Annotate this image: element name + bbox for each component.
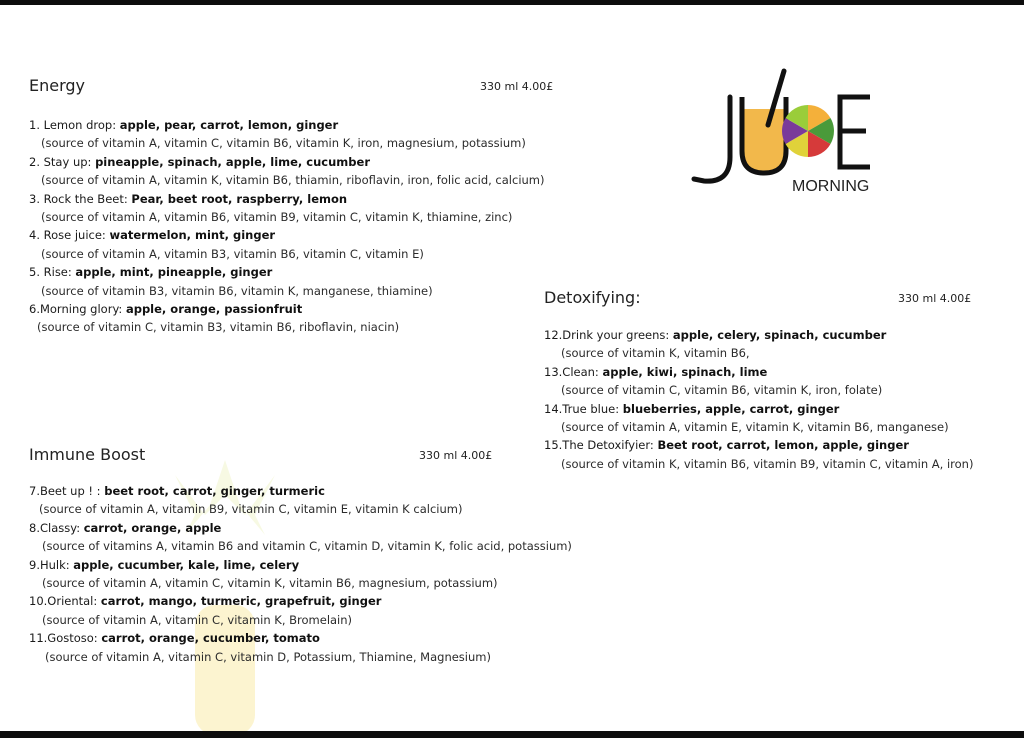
juice-ingredients: carrot, orange, cucumber, tomato (101, 631, 320, 646)
juice-name: 7.Beet up ! : (29, 484, 105, 498)
juice-ingredients: Pear, beet root, raspberry, lemon (131, 191, 348, 206)
list-item (29, 482, 572, 500)
section-title-immune: Immune Boost (29, 445, 146, 464)
juice-source: (source of vitamin A, vitamin C, vitamin K, vitamin B6, magnesium, potassium) (42, 575, 498, 590)
list-item (544, 363, 973, 381)
juice-ingredients: carrot, mango, turmeric, grapefruit, ginger (100, 594, 382, 609)
juice-name: 4. Rose juice: (29, 228, 110, 243)
list-item (544, 400, 973, 418)
juice-name: 2. Stay up: (29, 154, 96, 169)
juice-source: (source of vitamins A, vitamin B6 and vitamin C, vitamin D, vitamin K, folic acid, potassium) (42, 539, 572, 554)
juice-name: 12.Drink your greens: (544, 328, 673, 342)
juice-source: (source of vitamin K, vitamin B6, (561, 346, 750, 361)
list-item (29, 300, 545, 318)
juice-name: 14.True blue: (544, 401, 623, 416)
list-item (29, 190, 545, 208)
price-energy: 330 ml 4.00£ (480, 80, 554, 93)
list-item (29, 226, 545, 244)
list-item (544, 326, 973, 344)
list-item (29, 519, 572, 537)
energy-items (29, 116, 545, 337)
list-item (29, 592, 572, 610)
juice-ingredients: pineapple, spinach, apple, lime, cucumber (95, 154, 370, 169)
juice-source: (source of vitamin A, vitamin E, vitamin K, vitamin B6, manganese) (561, 419, 949, 434)
price-detox: 330 ml 4.00£ (898, 292, 972, 305)
juice-ingredients: Beet root, carrot, lemon, apple, ginger (657, 438, 909, 453)
section-title-detox: Detoxifying: (544, 288, 641, 307)
juice-ingredients: apple, kiwi, spinach, lime (602, 364, 768, 379)
juice-ingredients: apple, celery, spinach, cucumber (672, 328, 887, 342)
menu-page (0, 5, 1024, 731)
juice-source: (source of vitamin A, vitamin C, vitamin K, Bromelain) (42, 612, 353, 627)
juice-ingredients: apple, pear, carrot, lemon, ginger (119, 118, 339, 132)
juice-source: (source of vitamin C, vitamin B3, vitamin B6, riboflavin, niacin) (37, 320, 400, 335)
juice-name: 10.Oriental: (29, 594, 101, 609)
juice-name: 13.Clean: (544, 364, 603, 379)
juice-name: 9.Hulk: (29, 557, 74, 572)
juice-source: (source of vitamin A, vitamin B3, vitamin B6, vitamin C, vitamin E) (41, 246, 424, 261)
juice-ingredients: apple, cucumber, kale, lime, celery (73, 557, 300, 572)
svg-text:MORNING: MORNING (792, 178, 870, 195)
juice-source: (source of vitamin B3, vitamin B6, vitamin K, manganese, thiamine) (41, 283, 433, 298)
juice-ingredients: blueberries, apple, carrot, ginger (622, 401, 840, 416)
list-item (29, 153, 545, 171)
juice-name: 11.Gostoso: (29, 631, 102, 646)
juice-source: (source of vitamin K, vitamin B6, vitamin B9, vitamin C, vitamin A, iron) (561, 456, 974, 471)
juice-ingredients: apple, mint, pineapple, ginger (75, 265, 273, 280)
list-item (29, 629, 572, 647)
juice-name: 1. Lemon drop: (29, 118, 120, 132)
juice-name: 15.The Detoxifyier: (544, 438, 658, 453)
section-title-energy: Energy (29, 76, 86, 95)
juice-name: 5. Rise: (29, 265, 76, 280)
juice-name: 8.Classy: (29, 520, 84, 535)
price-immune: 330 ml 4.00£ (419, 449, 493, 462)
list-item (29, 556, 572, 574)
juice-ingredients: watermelon, mint, ginger (109, 228, 276, 243)
juice-ingredients: carrot, orange, apple (83, 520, 222, 535)
juice-ingredients: apple, orange, passionfruit (125, 301, 303, 316)
list-item (29, 116, 545, 134)
juice-morning-logo (690, 65, 890, 200)
list-item (544, 436, 973, 454)
juice-source: (source of vitamin A, vitamin B9, vitamin C, vitamin E, vitamin K calcium) (39, 502, 463, 517)
immune-items (29, 482, 572, 666)
detox-items (544, 326, 973, 473)
juice-ingredients: beet root, carrot, ginger, turmeric (104, 484, 325, 498)
juice-source: (source of vitamin A, vitamin K, vitamin B6, thiamin, riboflavin, iron, folic acid, calcium) (41, 173, 545, 188)
juice-source: (source of vitamin A, vitamin B6, vitamin B9, vitamin C, vitamin K, thiamine, zinc) (41, 209, 513, 224)
juice-source: (source of vitamin C, vitamin B6, vitamin K, iron, folate) (561, 383, 883, 398)
juice-source: (source of vitamin A, vitamin C, vitamin B6, vitamin K, iron, magnesium, potassium) (41, 136, 526, 151)
juice-name: 3. Rock the Beet: (29, 191, 132, 206)
list-item (29, 263, 545, 281)
juice-source: (source of vitamin A, vitamin C, vitamin D, Potassium, Thiamine, Magnesium) (45, 649, 491, 664)
juice-name: 6.Morning glory: (29, 301, 126, 316)
